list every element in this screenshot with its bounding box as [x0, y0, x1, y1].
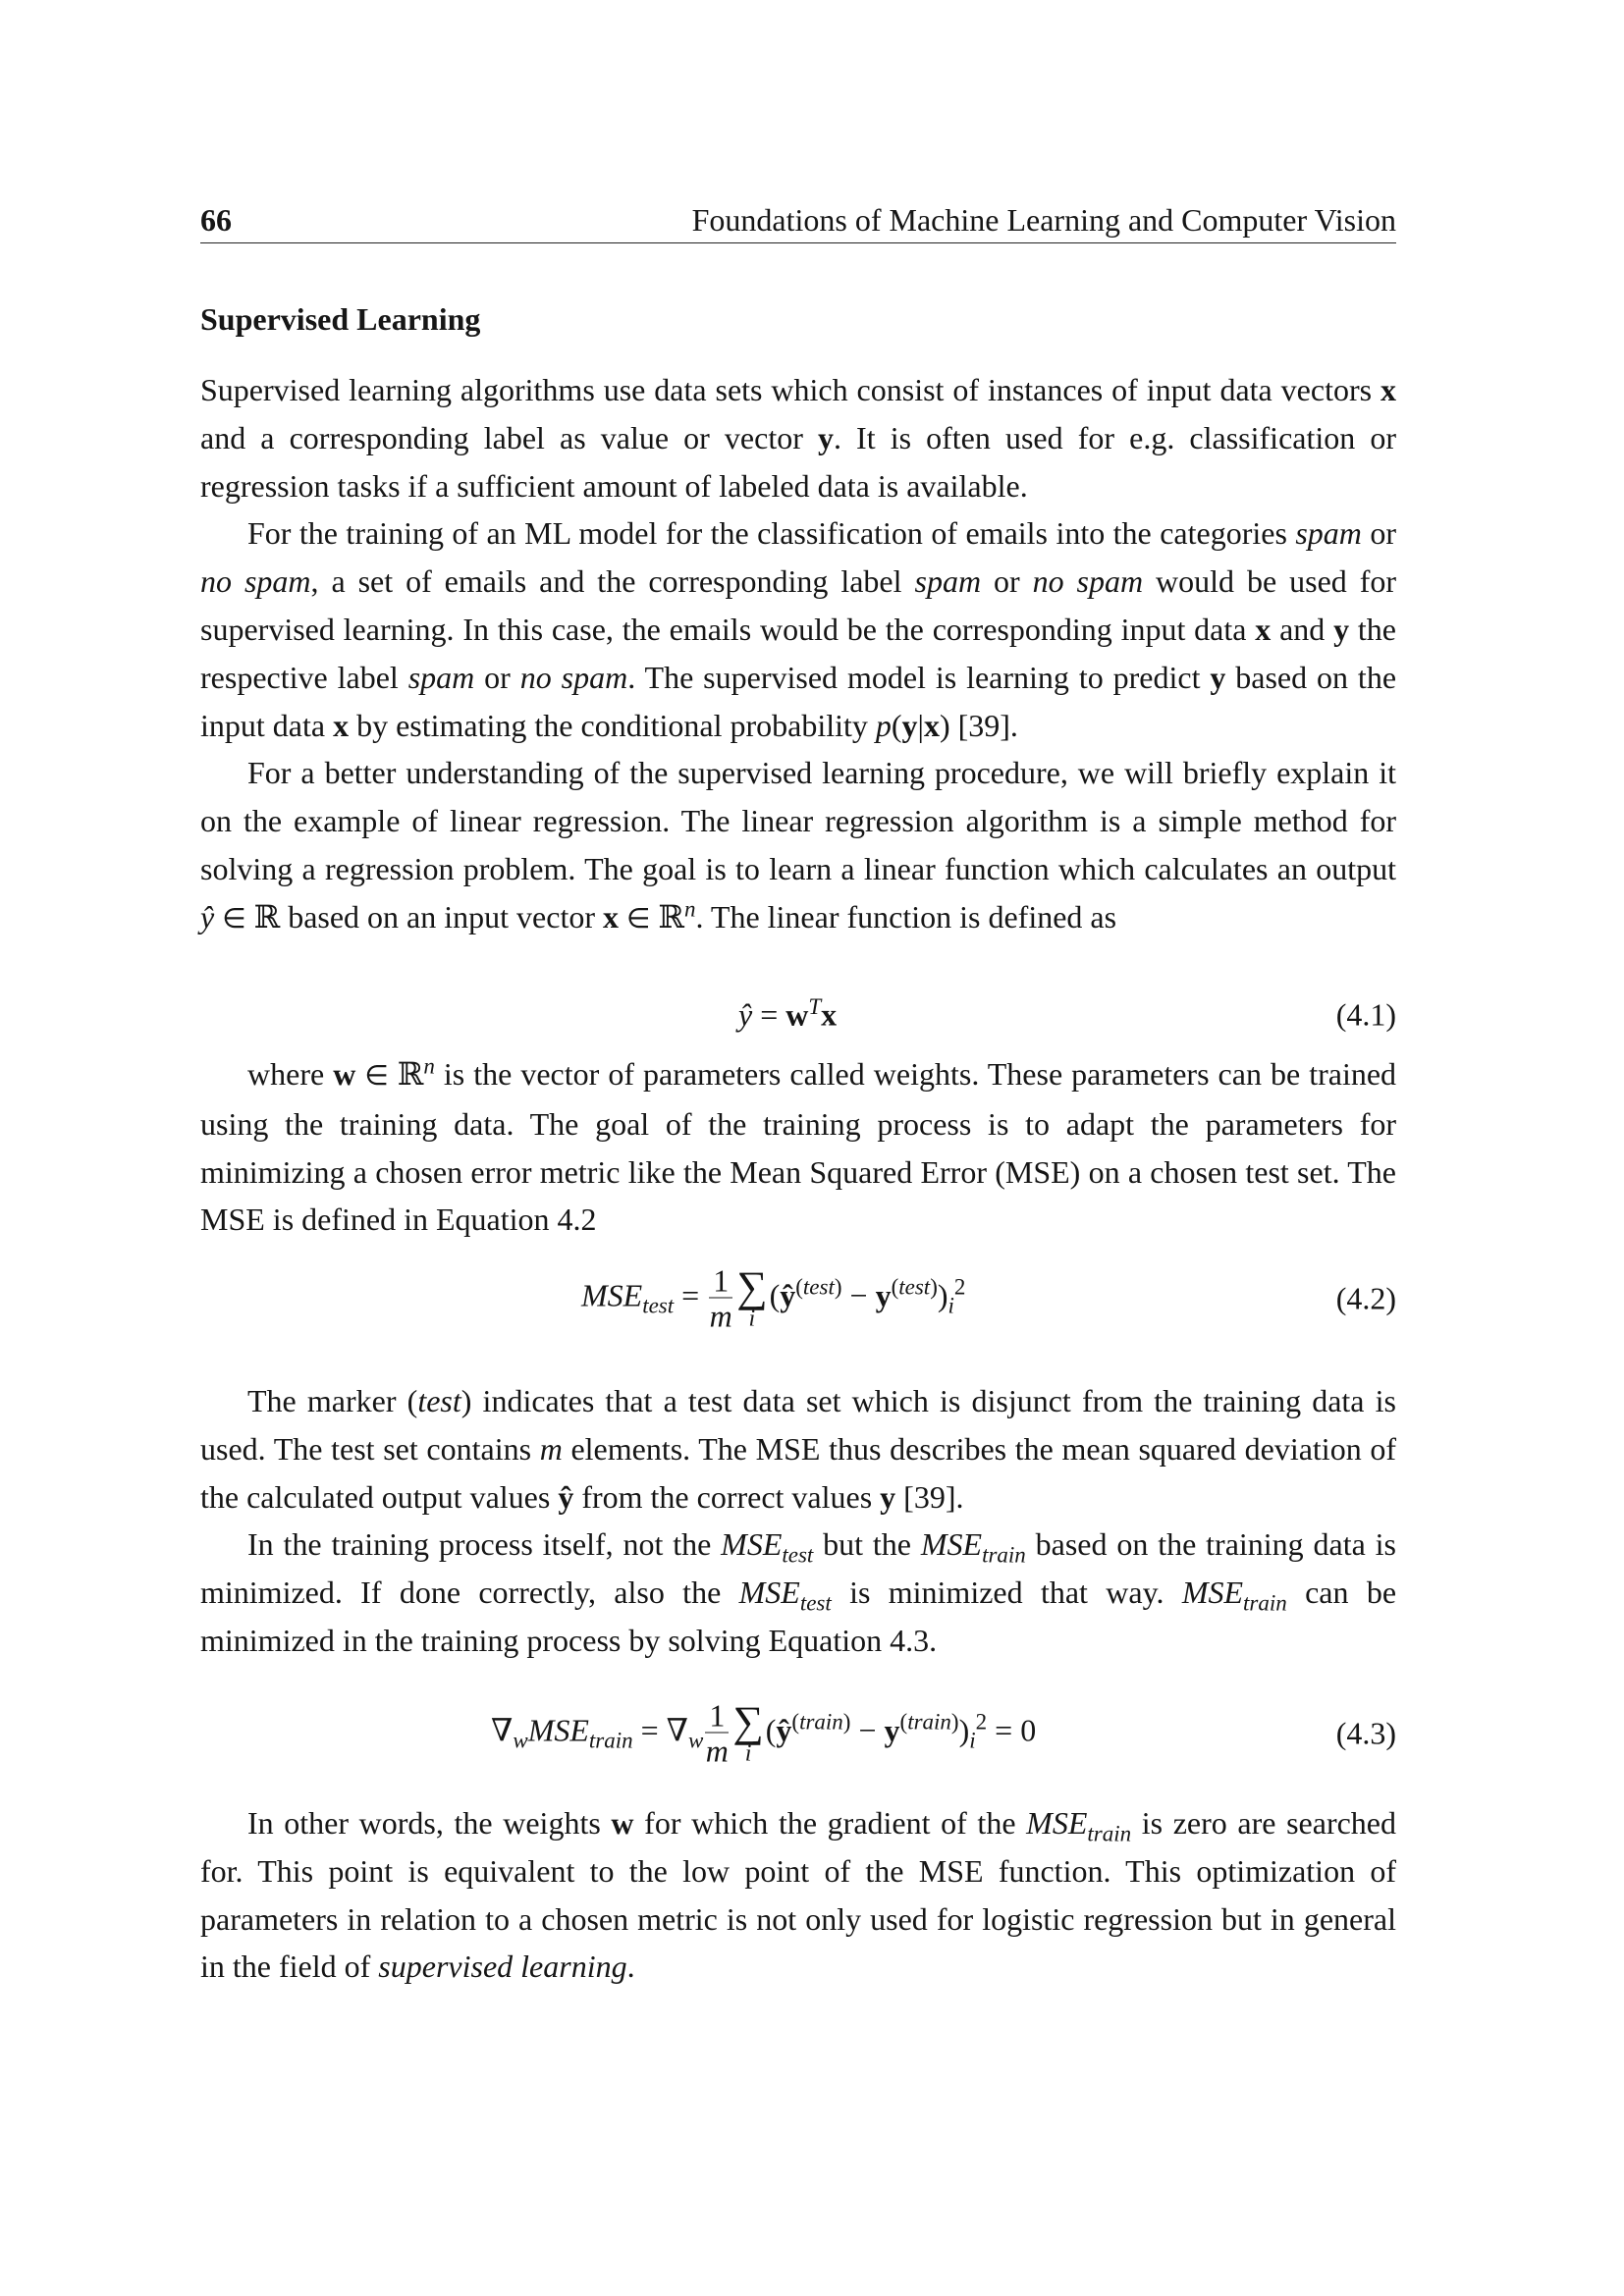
- body-block-3: [200, 1377, 1396, 1665]
- equation-expression: $MSE_{test}$ = $\frac{1}{m}$ ∑ i $(ŷ^{(test)} - y^{(test)})_i^2$: [581, 1262, 966, 1334]
- paragraph: Supervised learning algorithms use data sets which consist of instances of input data vectors x and a corresponding label as value or vector y. It is often used for e.g. classification or regression tasks if a sufficient amount of labeled data is available.: [200, 372, 1397, 504]
- paragraph: In the training process itself, not the $MSE_{test}$ but the $MSE_{train}$ based on the training data is minimized. If done correctly, also the $MSE_{test}$ is minimized that way. $MSE_{train}$ can be minimized in the training process by solving Equation 4.3.: [200, 1526, 1397, 1658]
- equation-4-2: [200, 1245, 1396, 1353]
- summation: ∑ i: [732, 1697, 764, 1766]
- paragraph: where w ∈ ℝ$^n$ is the vector of parameters called weights. These parameters can be trained using the training data. The goal of the training process is to adapt the parameters for minimizing a chosen error metric like the Mean Squared Error (MSE) on a chosen test set. The MSE is defined in Equation 4.2: [200, 1053, 1397, 1238]
- paragraph: The marker (test) indicates that a test data set which is disjunct from the training data is used. The test set contains m elements. The MSE thus describes the mean squared deviation of the calculated output values ŷ from the correct values y [39].: [200, 1383, 1397, 1515]
- paragraph: For the training of an ML model for the classification of emails into the categories spam or no spam, a set of emails and the corresponding label spam or no spam would be used for supervised learning. In this case, the emails would be the corresponding input data x and y the respective label spam or no spam. The supervised model is learning to predict y based on the input data x by estimating the conditional probability p(y|x) [39].: [200, 515, 1397, 743]
- section-title: Supervised Learning: [200, 301, 481, 337]
- equation-number: (4.2): [1335, 1280, 1396, 1316]
- fraction: $\frac{1}{m}$: [705, 1697, 729, 1769]
- equation-expression: ŷ = $w^Tx$: [738, 993, 838, 1033]
- page-header: [200, 196, 1396, 243]
- page-number: 66: [200, 202, 232, 238]
- equation-expression: $\nabla_wMSE_{train} = \nabla_w$ $\frac{1}{m}$ ∑ i $(ŷ^{(train)} - y^{(train)})_i^2 = 0$: [491, 1697, 1037, 1769]
- running-title: Foundations of Machine Learning and Computer Vision: [691, 202, 1396, 238]
- equation-number: (4.1): [1335, 996, 1396, 1033]
- equation-4-3: [200, 1680, 1396, 1788]
- paragraph: In other words, the weights w for which the gradient of the $MSE_{train}$ is zero are searched for. This point is equivalent to the low point of the MSE function. This optimization of parameters in relation to a chosen metric is not only used for logistic regression but in general in the field of supervised learning.: [200, 1805, 1397, 1985]
- fraction: $\frac{1}{m}$: [709, 1262, 732, 1334]
- paragraph: For a better understanding of the supervised learning procedure, we will briefly explain it on the example of linear regression. The linear regression algorithm is a simple method for solving a regression problem. The goal is to learn a linear function which calculates an output ŷ ∈ ℝ based on an input vector x ∈ ℝ$^n$. The linear function is defined as: [200, 755, 1396, 934]
- body-block-4: [200, 1799, 1396, 1991]
- body-block-2: [200, 1050, 1396, 1244]
- body-block-1: [200, 366, 1396, 943]
- equation-number: (4.3): [1335, 1715, 1396, 1751]
- equation-4-1: [200, 986, 1396, 1044]
- summation: ∑ i: [736, 1262, 768, 1331]
